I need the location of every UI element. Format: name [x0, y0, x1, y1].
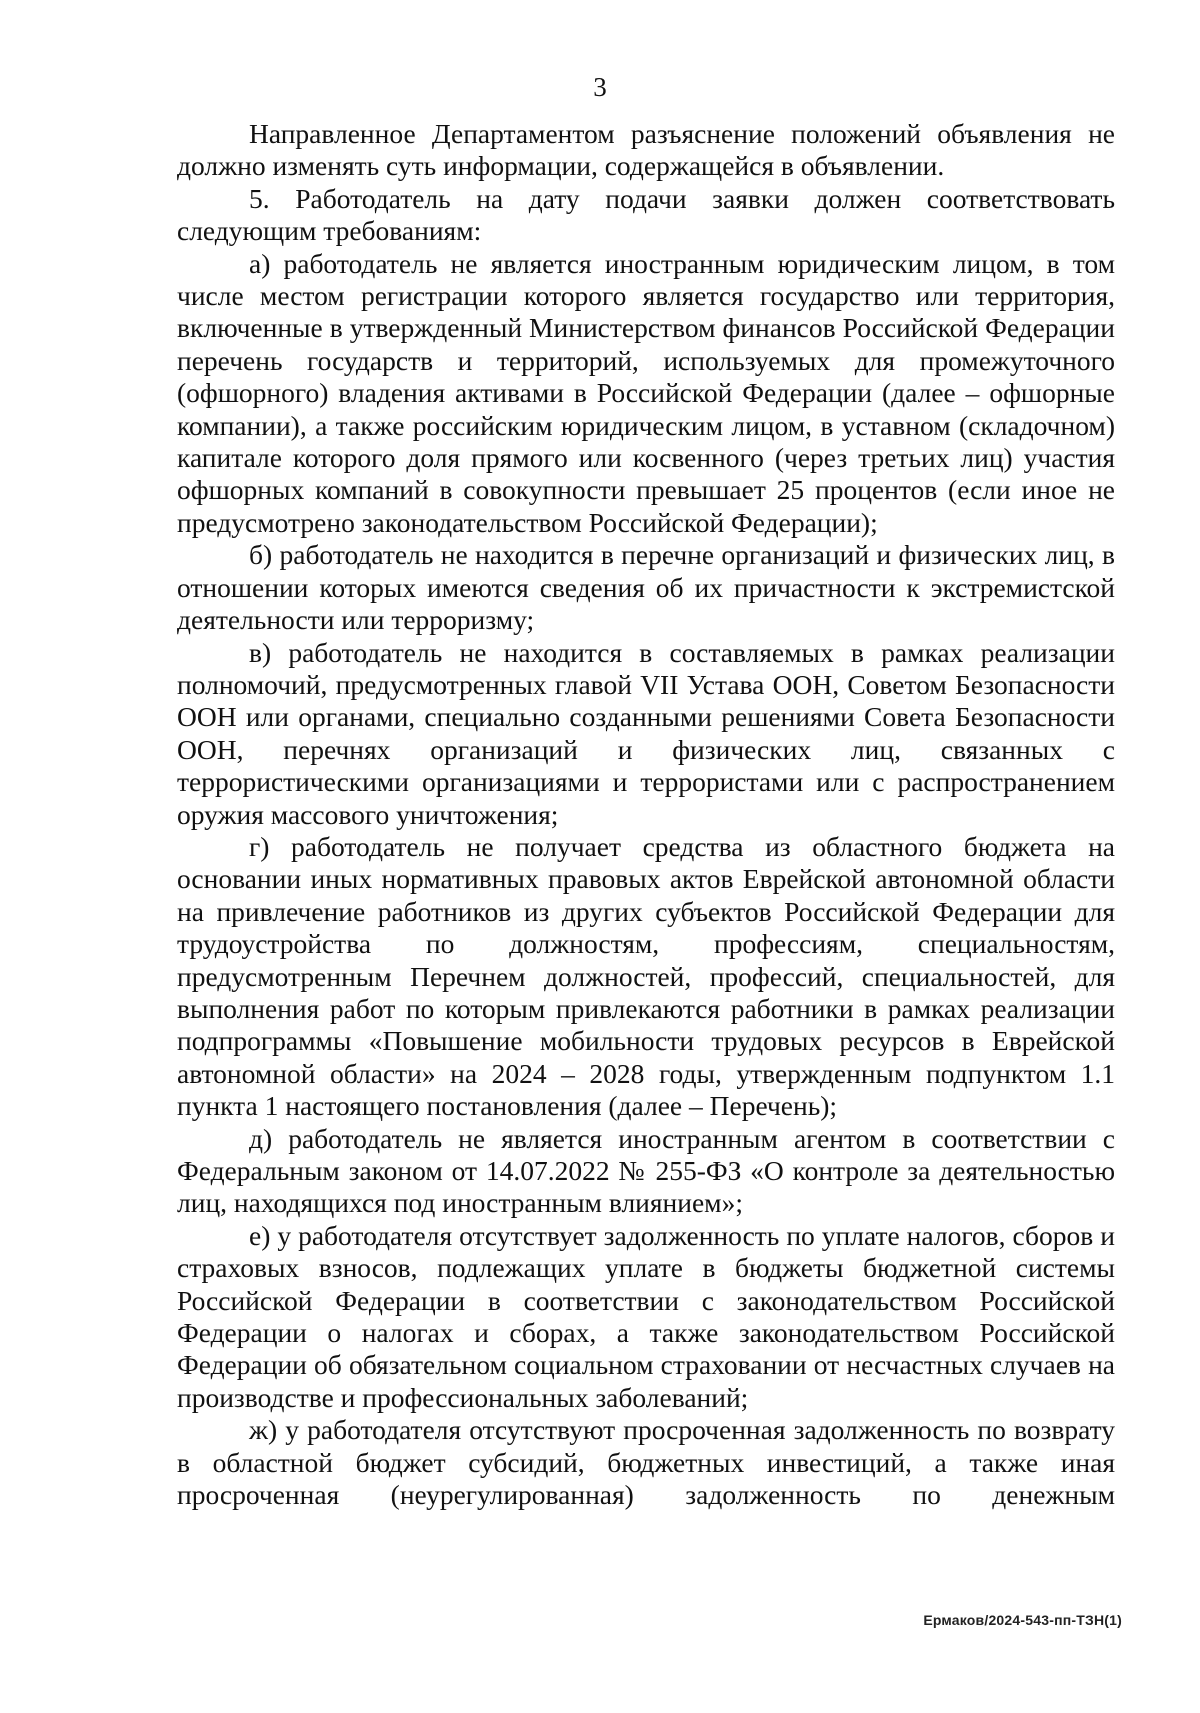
- paragraph-subitem-e: е) у работодателя отсутствует задолженность по уплате налогов, сборов и страховых взносов, подлежащих уплате в бюджеты бюджетной системы Российской Федерации в соответствии с законодательством Российской Федерации о налогах и сборах, а также законодательством Российской Федерации об обязательном социальном страховании от несчастных случаев на производстве и профессиональных заболеваний;: [177, 1219, 1115, 1413]
- paragraph-item-5: 5. Работодатель на дату подачи заявки должен соответствовать следующим требованиям:: [177, 182, 1115, 247]
- paragraph-subitem-a: а) работодатель не является иностранным юридическим лицом, в том числе местом регистрации которого является государство или территория, включенные в утвержденный Министерством финансов Российской Федерации перечень государств и территорий, используемых для промежуточного (офшорного) владения активами в Российской Федерации (далее – офшорные компании), а также российским юридическим лицом, в уставном (складочном) капитале которого доля прямого или косвенного (через третьих лиц) участия офшорных компаний в совокупности превышает 25 процентов (если иное не предусмотрено законодательством Российской Федерации);: [177, 247, 1115, 538]
- paragraph-subitem-zh: ж) у работодателя отсутствуют просроченная задолженность по возврату в областной бюджет субсидий, бюджетных инвестиций, а также иная просроченная (неурегулированная) задолженность по денежным: [177, 1414, 1115, 1511]
- document-body: [177, 118, 1115, 1511]
- paragraph-subitem-v: в) работодатель не находится в составляемых в рамках реализации полномочий, предусмотренных главой VII Устава ООН, Советом Безопасности ООН или органами, специально созданными решениями Совета Безопасности ООН, перечнях организаций и физических лиц, связанных с террористическими организациями и террористами или с распространением оружия массового уничтожения;: [177, 636, 1115, 830]
- paragraph-subitem-d: д) работодатель не является иностранным агентом в соответствии с Федеральным законом от 14.07.2022 № 255-ФЗ «О контроле за деятельностью лиц, находящихся под иностранным влиянием»;: [177, 1122, 1115, 1219]
- page-number: 3: [593, 72, 607, 102]
- paragraph-subitem-g: г) работодатель не получает средства из областного бюджета на основании иных нормативных правовых актов Еврейской автономной области на привлечение работников из других субъектов Российской Федерации для трудоустройства по должностям, профессиям, специальностям, предусмотренным Перечнем должностей, профессий, специальностей, для выполнения работ по которым привлекаются работники в рамках реализации подпрограммы «Повышение мобильности трудовых ресурсов в Еврейской автономной области» на 2024 – 2028 годы, утвержденным подпунктом 1.1 пункта 1 настоящего постановления (далее – Перечень);: [177, 830, 1115, 1122]
- paragraph-clarification: Направленное Департаментом разъяснение положений объявления не должно изменять суть информации, содержащейся в объявлении.: [177, 118, 1115, 182]
- paragraph-subitem-b: б) работодатель не находится в перечне организаций и физических лиц, в отношении которых имеются сведения об их причастности к экстремистской деятельности или терроризму;: [177, 539, 1115, 636]
- footer-document-code: Ермаков/2024-543-пп-ТЗН(1): [923, 1612, 1122, 1628]
